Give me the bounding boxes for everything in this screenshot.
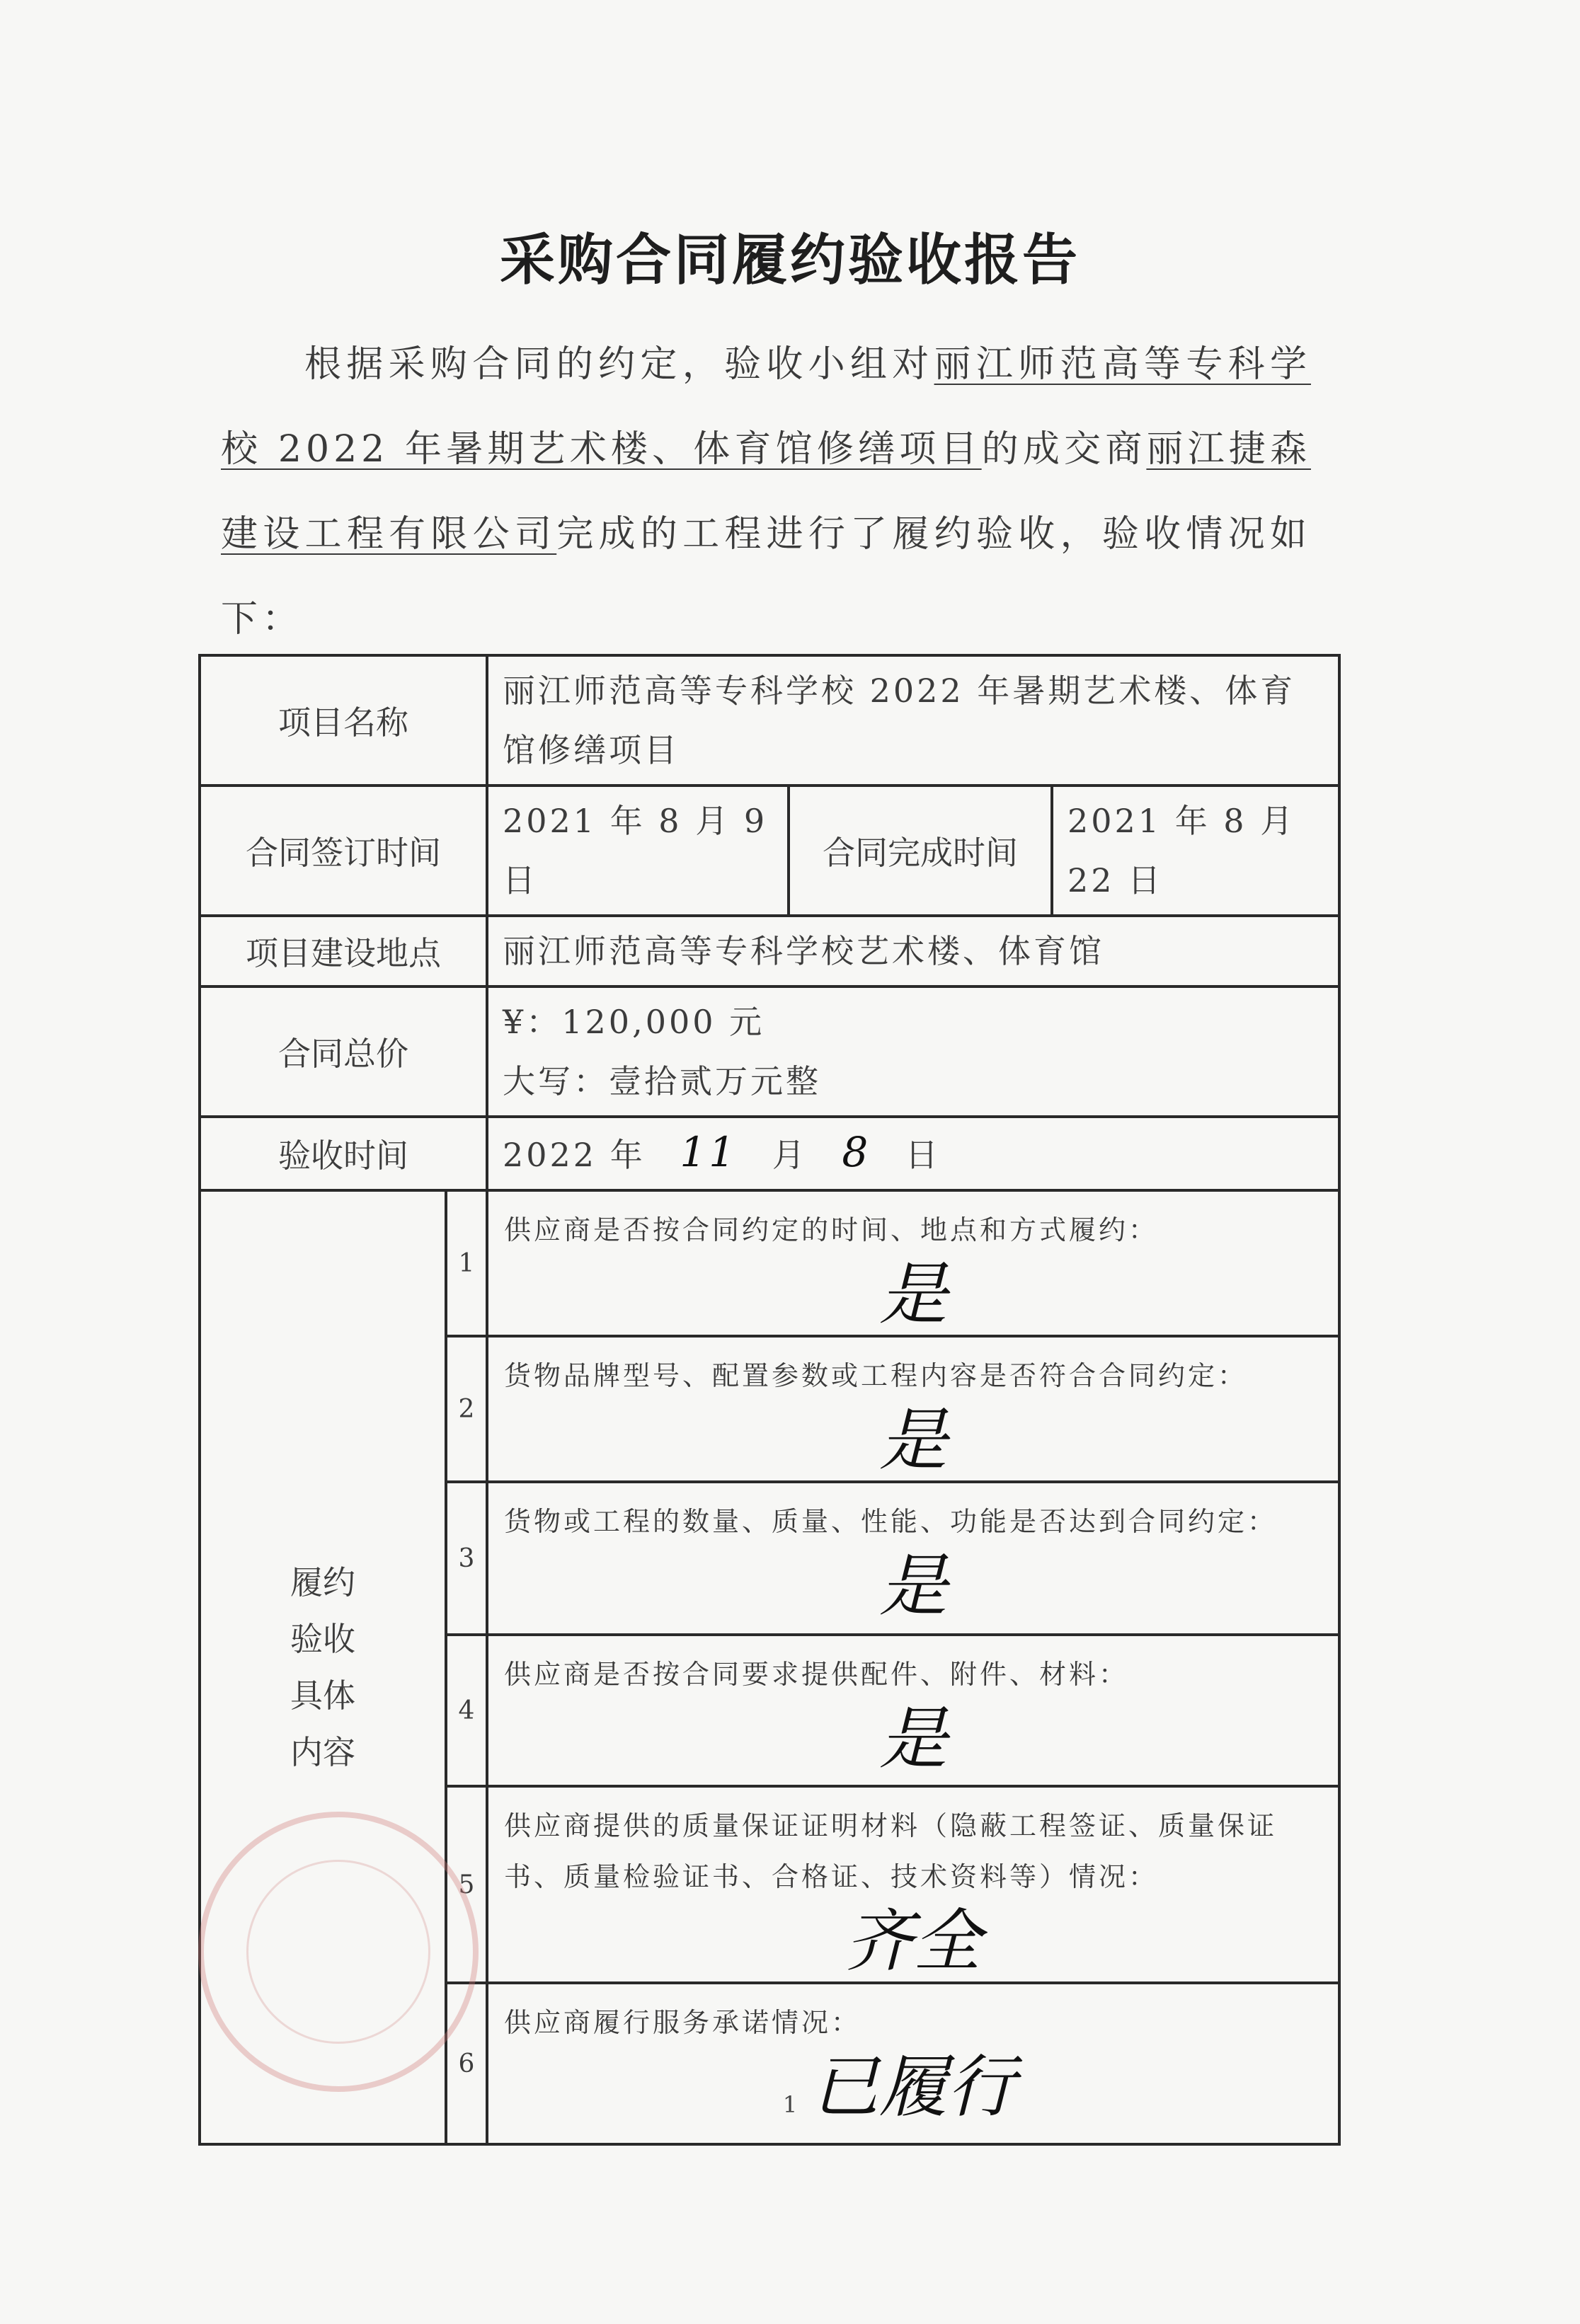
intro-text-1: 根据采购合同的约定，验收小组对: [304, 343, 934, 386]
site-label: 项目建设地点: [200, 916, 487, 986]
table-row: [200, 655, 1339, 786]
accept-year: 2022 年: [503, 1136, 646, 1174]
project-name-label: 项目名称: [200, 655, 487, 786]
price-label: 合同总价: [200, 986, 487, 1117]
site-value: 丽江师范高等专科学校艺术楼、体育馆: [487, 916, 1339, 986]
project-name-value: 丽江师范高等专科学校 2022 年暑期艺术楼、体育馆修缮项目: [487, 655, 1339, 786]
faded-seal-stamp: [198, 1812, 479, 2092]
day-unit: 日: [905, 1136, 941, 1174]
sign-date-label: 合同签订时间: [200, 786, 487, 916]
document-title: 采购合同履约验收报告: [499, 228, 1080, 292]
price-words: 大写：壹拾贰万元整: [503, 1062, 821, 1100]
item-question: 供应商提供的质量保证证明材料（隐蔽工程签证、质量保证书、质量检验证书、合格证、技术资料等）情况：: [504, 1810, 1278, 1892]
table-row: [200, 1117, 1339, 1190]
acceptance-item: [487, 1190, 1339, 1336]
acceptance-item: [487, 1635, 1339, 1786]
intro-project-name: 丽江师范高等专科学校 2022 年暑期艺术楼、体育馆修缮项目: [221, 343, 1311, 471]
intro-text-3: 完成的工程进行了履约验收，验收情况如下：: [221, 513, 1311, 640]
item-answer-handwritten: 是: [879, 1699, 947, 1778]
complete-date-value: 2021 年 8 月 22 日: [1052, 786, 1339, 916]
intro-paragraph: [221, 322, 1311, 662]
item-question: 供应商是否按合同要求提供配件、附件、材料：: [504, 1659, 1129, 1690]
table-row: [200, 786, 1339, 916]
table-row: [200, 986, 1339, 1117]
item-number: 4: [446, 1635, 487, 1786]
intro-vendor-name: 丽江捷森建设工程有限公司: [221, 428, 1311, 556]
item-answer-handwritten: 已履行: [811, 2047, 1015, 2127]
complete-date-label: 合同完成时间: [789, 786, 1052, 916]
item-question: 货物品牌型号、配置参数或工程内容是否符合合同约定：: [504, 1360, 1248, 1391]
item-answer-handwritten: 是: [879, 1400, 947, 1480]
acceptance-item: [487, 1983, 1339, 2144]
detail-label-text: 履约验收具体内容: [290, 1563, 355, 1771]
accept-month-handwritten: 11: [680, 1128, 738, 1176]
item-question: 货物或工程的数量、质量、性能、功能是否达到合同约定：: [504, 1506, 1278, 1537]
item-number: 6: [446, 1983, 487, 2144]
table-row: [200, 1190, 1339, 1336]
acceptance-item: [487, 1482, 1339, 1635]
page-number: 1: [782, 2091, 798, 2118]
acceptance-item: [487, 1336, 1339, 1482]
item-answer-handwritten: 齐全: [845, 1902, 981, 1981]
sign-date-value: 2021 年 8 月 9 日: [487, 786, 789, 916]
price-value: [487, 986, 1339, 1117]
intro-text-2: 的成交商: [981, 428, 1147, 471]
acceptance-item: [487, 1786, 1339, 1983]
accept-date-value: [487, 1117, 1339, 1190]
item-question: 供应商履行服务承诺情况：: [504, 2007, 861, 2038]
item-number: 3: [446, 1482, 487, 1635]
item-number: 1: [446, 1190, 487, 1336]
month-unit: 月: [772, 1136, 808, 1174]
accept-date-label: 验收时间: [200, 1117, 487, 1190]
accept-day-handwritten: 8: [842, 1128, 871, 1176]
item-number: 2: [446, 1336, 487, 1482]
price-figure: ¥：120,000 元: [503, 1003, 765, 1041]
item-number: 5: [446, 1786, 487, 1983]
item-answer-handwritten: 是: [879, 1546, 947, 1626]
item-answer-handwritten: 是: [879, 1255, 947, 1334]
item-question: 供应商是否按合同约定的时间、地点和方式履约：: [504, 1214, 1159, 1246]
table-row: [200, 916, 1339, 986]
